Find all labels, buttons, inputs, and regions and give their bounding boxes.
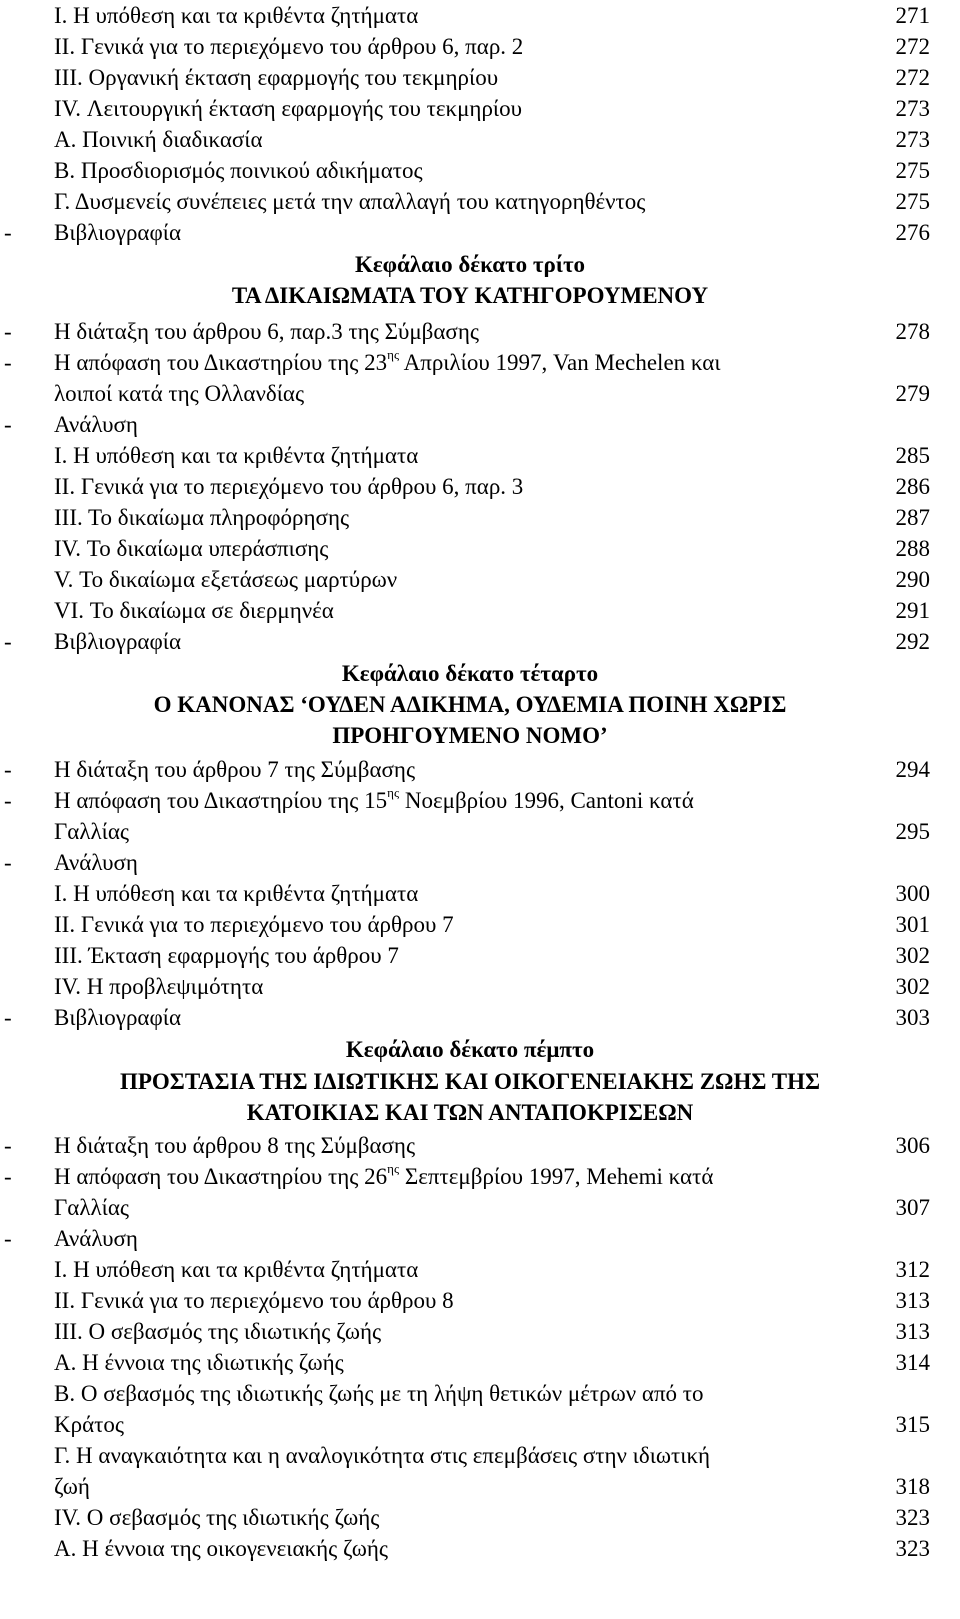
toc-entry-title: Α. Η έννοια της οικογενειακής ζωής: [54, 1536, 388, 1561]
chapter-title: Ο ΚΑΝΟΝΑΣ ‘ΟΥΔΕΝ ΑΔΙΚΗΜΑ, ΟΥΔΕΜΙΑ ΠΟΙΝΗ ΧΩΡΙΣ: [153, 692, 787, 717]
toc-entry: [0, 1533, 960, 1564]
toc-entry: [0, 940, 960, 971]
toc-bullet-dash: -: [4, 412, 12, 437]
toc-entry: [0, 971, 960, 1002]
toc-entry: [0, 124, 960, 155]
toc-entry-title: Βιβλιογραφία: [54, 629, 181, 654]
toc-entry-page: 272: [895, 65, 930, 90]
toc-entry-page: 315: [895, 1412, 930, 1437]
toc-entry-title: IV. Η προβλεψιμότητα: [54, 974, 264, 999]
toc-entry-title-start: Η απόφαση του Δικαστηρίου της 15: [54, 788, 388, 813]
toc-entry-page: 313: [895, 1288, 930, 1313]
toc-bullet-dash: -: [4, 1005, 12, 1030]
toc-entry-title: IV. Ο σεβασμός της ιδιωτικής ζωής: [54, 1505, 380, 1530]
toc-entry-page: 275: [895, 158, 930, 183]
toc-entry: [0, 533, 960, 564]
toc-entry-page: 291: [895, 598, 930, 623]
toc-entry: [0, 378, 960, 409]
toc-entry-page: 313: [895, 1319, 930, 1344]
toc-entry: [0, 1440, 960, 1471]
toc-entry: [0, 878, 960, 909]
toc-entry-title: Γαλλίας: [54, 819, 129, 844]
toc-bullet-dash: -: [4, 1164, 12, 1189]
toc-bullet-dash: -: [4, 850, 12, 875]
toc-entry: [0, 1502, 960, 1533]
toc-entry-page: 294: [895, 757, 930, 782]
chapter-title: ΤΑ ΔΙΚΑΙΩΜΑΤΑ ΤΟΥ ΚΑΤΗΓΟΡΟΥΜΕΝΟΥ: [231, 283, 709, 308]
toc-entry-title: Ι. Η υπόθεση και τα κριθέντα ζητήματα: [54, 3, 419, 28]
toc-entry-title: Β. Προσδιορισμός ποινικού αδικήματος: [54, 158, 423, 183]
toc-entry-title: ΙΙ. Γενικά για το περιεχόμενο του άρθρου 6, παρ. 3: [54, 474, 524, 499]
toc-entry-title: IV. Το δικαίωμα υπεράσπισης: [54, 536, 329, 561]
toc-entry-title: Βιβλιογραφία: [54, 220, 181, 245]
toc-entry-title: VI. Το δικαίωμα σε διερμηνέα: [54, 598, 334, 623]
toc-entry: [0, 440, 960, 471]
toc-entry-page: 287: [895, 505, 930, 530]
toc-entry-title-end: Σεπτεμβρίου 1997, Mehemi κατά: [399, 1164, 714, 1189]
toc-entry-title: [54, 785, 694, 816]
toc-bullet-dash: -: [4, 757, 12, 782]
chapter-title-continued: ΠΡΟΗΓΟΥΜΕΝΟ ΝΟΜΟ’: [332, 723, 608, 748]
chapter-title: ΠΡΟΣΤΑΣΙΑ ΤΗΣ ΙΔΙΩΤΙΚΗΣ ΚΑΙ ΟΙΚΟΓΕΝΕΙΑΚΗΣ ΖΩΗΣ ΤΗΣ: [119, 1069, 821, 1094]
toc-entry: [0, 909, 960, 940]
toc-entry-title: Ανάλυση: [54, 412, 138, 437]
chapter-heading: Κεφάλαιο δέκατο τέταρτο: [341, 661, 599, 686]
toc-entry-title: Β. Ο σεβασμός της ιδιωτικής ζωής με τη λήψη θετικών μέτρων από το: [54, 1381, 704, 1406]
toc-entry-title: Η διάταξη του άρθρου 7 της Σύμβασης: [54, 757, 416, 782]
toc-entry-page: 286: [895, 474, 930, 499]
toc-entry: [0, 93, 960, 124]
toc-entry-title: Γαλλίας: [54, 1195, 129, 1220]
toc-entry: [0, 564, 960, 595]
toc-entry-title: Γ. Δυσμενείς συνέπειες μετά την απαλλαγή του κατηγορηθέντος: [54, 189, 646, 214]
toc-entry-page: 279: [895, 381, 930, 406]
toc-entry: [0, 1471, 960, 1502]
toc-bullet-dash: -: [4, 1133, 12, 1158]
toc-entry-page: 302: [895, 974, 930, 999]
toc-entry-title: Ι. Η υπόθεση και τα κριθέντα ζητήματα: [54, 443, 419, 468]
toc-entry-page: 302: [895, 943, 930, 968]
toc-entry-page: 290: [895, 567, 930, 592]
ordinal-suffix: ης: [387, 1161, 400, 1177]
toc-entry: [0, 471, 960, 502]
toc-entry-page: 303: [895, 1005, 930, 1030]
toc-entry-title: Κράτος: [54, 1412, 124, 1437]
toc-entry: [0, 409, 960, 440]
toc-bullet-dash: -: [4, 629, 12, 654]
toc-bullet-dash: -: [4, 1226, 12, 1251]
toc-entry-page: 278: [895, 319, 930, 344]
toc-entry-title: V. Το δικαίωμα εξετάσεως μαρτύρων: [54, 567, 398, 592]
toc-entry: [0, 785, 960, 816]
toc-entry: [0, 186, 960, 217]
toc-entry-page: 273: [895, 96, 930, 121]
toc-entry: [0, 1409, 960, 1440]
toc-entry: [0, 847, 960, 878]
toc-entry-title: ΙΙΙ. Το δικαίωμα πληροφόρησης: [54, 505, 350, 530]
toc-entry-title: ζωή: [54, 1474, 90, 1499]
toc-entry-title: [54, 347, 721, 378]
toc-entry-page: 275: [895, 189, 930, 214]
toc-entry-title: IV. Λειτουργική έκταση εφαρμογής του τεκμηρίου: [54, 96, 522, 121]
toc-entry-title: Ι. Η υπόθεση και τα κριθέντα ζητήματα: [54, 1257, 419, 1282]
toc-entry: [0, 502, 960, 533]
toc-entry-title: ΙΙ. Γενικά για το περιεχόμενο του άρθρου 6, παρ. 2: [54, 34, 524, 59]
toc-entry-page: 271: [895, 3, 930, 28]
toc-entry-title: ΙΙΙ. Οργανική έκταση εφαρμογής του τεκμηρίου: [54, 65, 499, 90]
toc-entry-page: 273: [895, 127, 930, 152]
toc-entry-page: 285: [895, 443, 930, 468]
toc-entry-page: 272: [895, 34, 930, 59]
toc-entry: [0, 1223, 960, 1254]
toc-entry-title-start: Η απόφαση του Δικαστηρίου της 26: [54, 1164, 388, 1189]
toc-bullet-dash: -: [4, 319, 12, 344]
toc-bullet-dash: -: [4, 220, 12, 245]
toc-entry: [0, 1316, 960, 1347]
toc-entry: [0, 754, 960, 785]
toc-entry-page: 323: [895, 1536, 930, 1561]
ordinal-suffix: ης: [387, 785, 400, 801]
toc-entry-title: Βιβλιογραφία: [54, 1005, 181, 1030]
toc-entry-page: 292: [895, 629, 930, 654]
toc-entry-title: Η διάταξη του άρθρου 8 της Σύμβασης: [54, 1133, 416, 1158]
chapter-heading: Κεφάλαιο δέκατο τρίτο: [354, 252, 586, 277]
toc-entry-title: Γ. Η αναγκαιότητα και η αναλογικότητα στις επεμβάσεις στην ιδιωτική: [54, 1443, 711, 1468]
toc-entry-title: Α. Η έννοια της ιδιωτικής ζωής: [54, 1350, 344, 1375]
ordinal-suffix: ης: [387, 347, 400, 363]
toc-entry-title-end: Νοεμβρίου 1996, Cantoni κατά: [399, 788, 694, 813]
toc-entry-title: ΙΙΙ. Ο σεβασμός της ιδιωτικής ζωής: [54, 1319, 382, 1344]
toc-entry-page: 288: [895, 536, 930, 561]
toc-entry-page: 301: [895, 912, 930, 937]
toc-entry: [0, 1378, 960, 1409]
toc-entry: [0, 1347, 960, 1378]
toc-entry-title: ΙΙΙ. Έκταση εφαρμογής του άρθρου 7: [54, 943, 399, 968]
toc-entry: [0, 31, 960, 62]
toc-entry-page: 295: [895, 819, 930, 844]
toc-entry-title: Ανάλυση: [54, 850, 138, 875]
toc-entry-title: ΙΙ. Γενικά για το περιεχόμενο του άρθρου 7: [54, 912, 454, 937]
toc-entry: [0, 595, 960, 626]
toc-bullet-dash: -: [4, 788, 12, 813]
toc-entry-title-start: Η απόφαση του Δικαστηρίου της 23: [54, 350, 388, 375]
toc-entry-page: 314: [895, 1350, 930, 1375]
toc-entry-page: 307: [895, 1195, 930, 1220]
toc-entry-title: λοιποί κατά της Ολλανδίας: [54, 381, 305, 406]
toc-bullet-dash: -: [4, 350, 12, 375]
toc-entry: [0, 0, 960, 31]
toc-entry: [0, 1192, 960, 1223]
toc-entry: [0, 1002, 960, 1033]
toc-entry-title: Α. Ποινική διαδικασία: [54, 127, 263, 152]
toc-entry: [0, 1254, 960, 1285]
toc-entry: [0, 217, 960, 248]
chapter-heading: Κεφάλαιο δέκατο πέμπτο: [345, 1037, 595, 1062]
toc-entry: [0, 626, 960, 657]
toc-entry-page: 312: [895, 1257, 930, 1282]
toc-entry: [0, 155, 960, 186]
toc-entry-title: Ι. Η υπόθεση και τα κριθέντα ζητήματα: [54, 881, 419, 906]
toc-entry: [0, 1130, 960, 1161]
toc-entry-page: 306: [895, 1133, 930, 1158]
toc-entry: [0, 1285, 960, 1316]
toc-entry-page: 323: [895, 1505, 930, 1530]
toc-entry: [0, 316, 960, 347]
toc-entry-title: Ανάλυση: [54, 1226, 138, 1251]
toc-entry-page: 318: [895, 1474, 930, 1499]
toc-entry-title: ΙΙ. Γενικά για το περιεχόμενο του άρθρου 8: [54, 1288, 454, 1313]
toc-entry: [0, 816, 960, 847]
toc-entry-title: Η διάταξη του άρθρου 6, παρ.3 της Σύμβασης: [54, 319, 479, 344]
toc-entry: [0, 62, 960, 93]
toc-entry-title-end: Απριλίου 1997, Van Mechelen και: [399, 350, 721, 375]
toc-entry-title: [54, 1161, 713, 1192]
toc-entry: [0, 1161, 960, 1192]
toc-entry: [0, 347, 960, 378]
toc-entry-page: 300: [895, 881, 930, 906]
chapter-title-continued: ΚΑΤΟΙΚΙΑΣ ΚΑΙ ΤΩΝ ΑΝΤΑΠΟΚΡΙΣΕΩΝ: [246, 1100, 694, 1125]
toc-entry-page: 276: [895, 220, 930, 245]
